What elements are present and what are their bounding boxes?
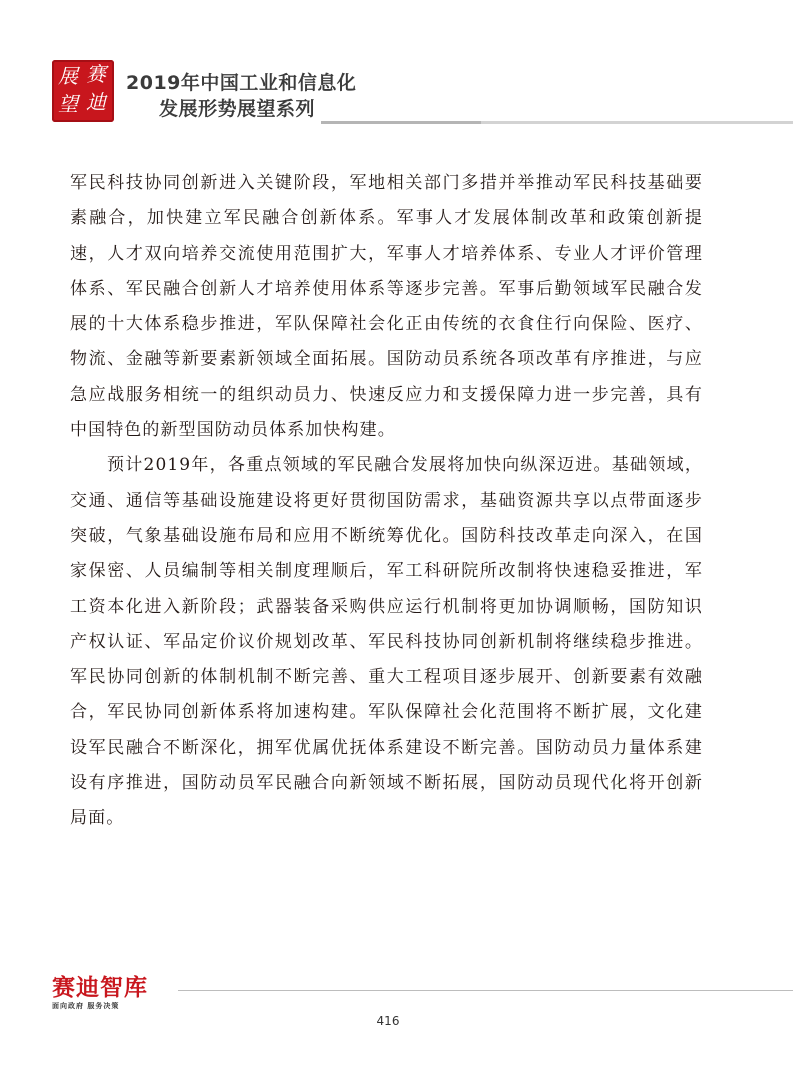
series-title-line2: 发展形势展望系列 <box>159 98 316 120</box>
footer-slogan: 面向政府 服务决策 <box>52 1002 120 1010</box>
body-text <box>70 166 703 837</box>
footer-divider <box>178 990 793 991</box>
paragraph: 预计2019年，各重点领域的军民融合发展将加快向纵深迈进。基础领域，交通、通信等基础设施建设将更好贯彻国防需求，基础资源共享以点带面逐步突破，气象基础设施布局和应用不断统筹优化。国防科技改革走向深入，在国家保密、人员编制等相关制度理顺后，军工科研院所改制将快速稳妥推进，军工资本化进入新阶段；武器装备采购供应运行机制将更加协调顺畅，国防知识产权认证、军品定价议价规划改革、军民科技协同创新机制将继续稳步推进。军民协同创新的体制机制不断完善、重大工程项目逐步展开、创新要素有效融合，军民协同创新体系将加速构建。军队保障社会化范围将不断扩展，文化建设军民融合不断深化，拥军优属优抚体系建设不断完善。国防动员力量体系建设有序推进，国防动员军民融合向新领域不断拓展，国防动员现代化将开创新局面。 <box>70 455 703 829</box>
footer-brand: 赛迪智库 <box>52 975 148 1001</box>
seal-char: 展 <box>58 64 78 88</box>
series-title-line1: 2019年中国工业和信息化 <box>126 72 357 94</box>
series-title <box>126 70 356 122</box>
seal-char: 迪 <box>86 90 106 114</box>
seal-char: 望 <box>58 92 78 116</box>
header-divider-accent <box>321 121 481 124</box>
page-number: 416 <box>376 1014 400 1028</box>
seal-char: 赛 <box>86 62 106 86</box>
header-divider <box>481 121 793 124</box>
page-header <box>0 0 793 140</box>
paragraph: 军民科技协同创新进入关键阶段，军地相关部门多措并举推动军民科技基础要素融合，加快建立军民融合创新体系。军事人才发展体制改革和政策创新提速，人才双向培养交流使用范围扩大，军事人才培养体系、专业人才评价管理体系、军民融合创新人才培养使用体系等逐步完善。军事后勤领域军民融合发展的十大体系稳步推进，军队保障社会化正由传统的衣食住行向保险、医疗、物流、金融等新要素新领域全面拓展。国防动员系统各项改革有序推进，与应急应战服务相统一的组织动员力、快速反应力和支援保障力进一步完善，具有中国特色的新型国防动员体系加快构建。 <box>70 173 703 441</box>
footer-logo <box>52 976 177 1016</box>
series-seal-logo <box>52 60 114 122</box>
